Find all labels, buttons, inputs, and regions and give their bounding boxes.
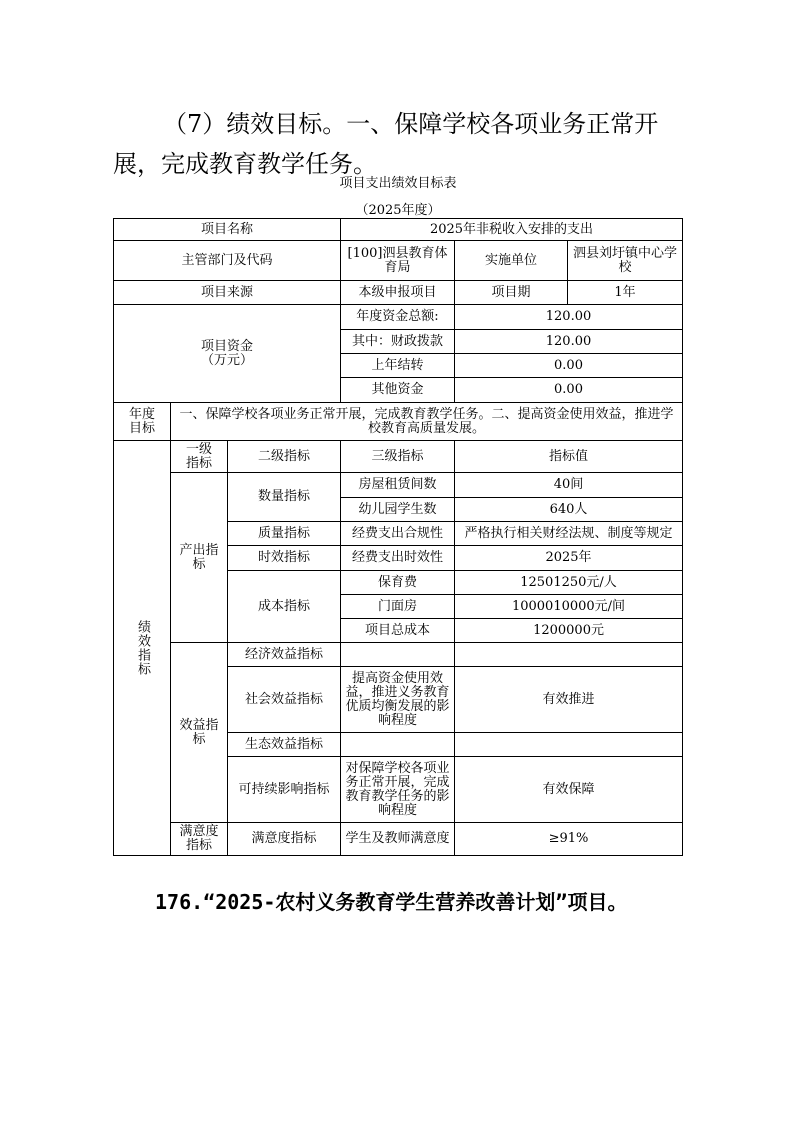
indicator-name	[341, 733, 455, 757]
funds-fiscal-label: 其中：财政拨款	[341, 330, 455, 354]
next-project-heading: 176.“2025-农村义务教育学生营养改善计划”项目。	[155, 890, 628, 914]
goal-label: 年度 目标	[114, 403, 171, 441]
row-source	[114, 281, 683, 305]
funds-carryover-label: 上年结转	[341, 354, 455, 378]
indicator-value: 2025年	[455, 546, 683, 571]
indicator-value: 1000010000元/间	[455, 595, 683, 619]
funds-total-label: 年度资金总额:	[341, 305, 455, 330]
funds-total-value: 120.00	[455, 305, 683, 330]
funds-fiscal-value: 120.00	[455, 330, 683, 354]
cost-label: 成本指标	[228, 571, 341, 643]
indicator-name: 房屋租赁间数	[341, 473, 455, 498]
project-name-label: 项目名称	[114, 219, 341, 241]
satisfaction-l2-label: 满意度指标	[228, 823, 341, 856]
indicator-value: 40间	[455, 473, 683, 498]
col-value: 指标值	[455, 441, 683, 473]
output-label: 产出指标	[171, 473, 228, 643]
col-level2: 二级指标	[228, 441, 341, 473]
indicator-value: 1200000元	[455, 619, 683, 643]
indicator-name: 学生及教师满意度	[341, 823, 455, 856]
project-name-value: 2025年非税收入安排的支出	[341, 219, 683, 241]
quality-label: 质量指标	[228, 522, 341, 546]
indicator-value	[455, 733, 683, 757]
performance-table	[113, 218, 683, 856]
indicator-name: 保育费	[341, 571, 455, 595]
table-title: 项目支出绩效目标表	[339, 176, 457, 191]
period-label: 项目期	[455, 281, 568, 305]
indicator-value: 有效推进	[455, 667, 683, 733]
source-value: 本级申报项目	[341, 281, 455, 305]
funds-other-value: 0.00	[455, 378, 683, 403]
indicator-name: 提高资金使用效益，推进义务教育优质均衡发展的影响程度	[341, 667, 455, 733]
timeliness-label: 时效指标	[228, 546, 341, 571]
col-level1: 一级 指标	[171, 441, 228, 473]
funds-other-label: 其他资金	[341, 378, 455, 403]
indicator-name: 对保障学校各项业务正常开展，完成教育教学任务的影响程度	[341, 757, 455, 823]
indicator-value: 640人	[455, 498, 683, 522]
indicator-name: 幼儿园学生数	[341, 498, 455, 522]
dept-label: 主管部门及代码	[114, 241, 341, 281]
social-label: 社会效益指标	[228, 667, 341, 733]
intro-paragraph: （7）绩效目标。一、保障学校各项业务正常开展，完成教育教学任务。	[113, 110, 659, 178]
sustain-label: 可持续影响指标	[228, 757, 341, 823]
indicators-label: 绩效指标	[114, 441, 171, 856]
funds-label: 项目资金 （万元）	[114, 305, 341, 403]
unit-value: 泗县刘圩镇中心学校	[568, 241, 683, 281]
row-project-name	[114, 219, 683, 241]
indicator-value: 有效保障	[455, 757, 683, 823]
indicator-name: 门面房	[341, 595, 455, 619]
row-funds-total	[114, 305, 683, 330]
row-dept	[114, 241, 683, 281]
row-goal	[114, 403, 683, 441]
row-indicator-header	[114, 441, 683, 473]
unit-label: 实施单位	[455, 241, 568, 281]
indicator-name: 项目总成本	[341, 619, 455, 643]
goal-text: 一、保障学校各项业务正常开展，完成教育教学任务。二、提高资金使用效益，推进学校教育高质量发展。	[171, 403, 683, 441]
dept-value: [100]泗县教育体育局	[341, 241, 455, 281]
indicator-value: ≥91%	[455, 823, 683, 856]
quantity-label: 数量指标	[228, 473, 341, 522]
col-level3: 三级指标	[341, 441, 455, 473]
indicator-name: 经费支出时效性	[341, 546, 455, 571]
indicator-value: 12501250元/人	[455, 571, 683, 595]
ecological-label: 生态效益指标	[228, 733, 341, 757]
table-year: （2025年度）	[355, 203, 441, 218]
source-label: 项目来源	[114, 281, 341, 305]
indicator-value: 严格执行相关财经法规、制度等规定	[455, 522, 683, 546]
indicator-name	[341, 643, 455, 667]
satisfaction-l1-label: 满意度 指标	[171, 823, 228, 856]
funds-carryover-value: 0.00	[455, 354, 683, 378]
period-value: 1年	[568, 281, 683, 305]
table-row	[114, 823, 683, 856]
economic-label: 经济效益指标	[228, 643, 341, 667]
table-row	[114, 643, 683, 667]
benefit-label: 效益指标	[171, 643, 228, 823]
indicator-name: 经费支出合规性	[341, 522, 455, 546]
indicator-value	[455, 643, 683, 667]
table-row	[114, 473, 683, 498]
